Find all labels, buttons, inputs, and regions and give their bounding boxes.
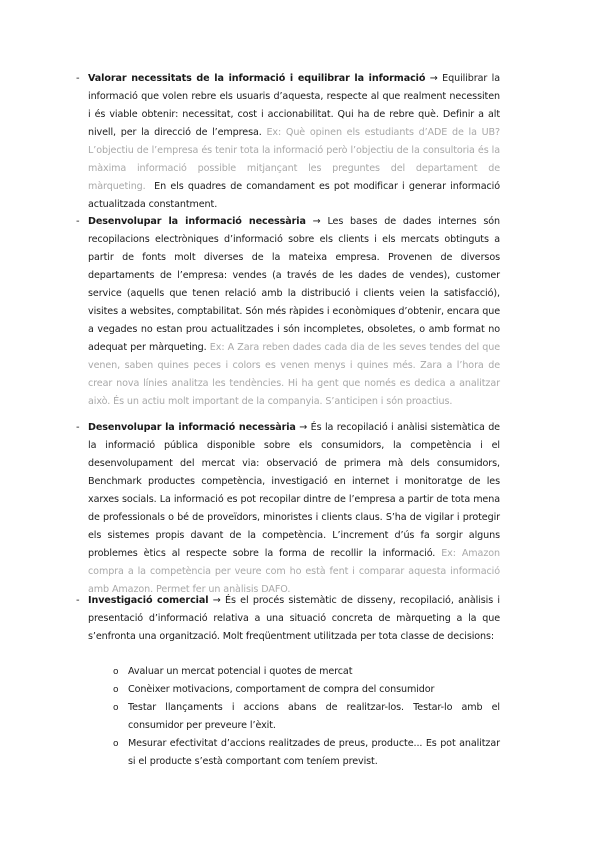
sub-list-item [113,663,500,681]
bullet-item [76,419,500,599]
sub-bullet-marker: o [113,685,119,695]
bullet-marker: - [76,422,80,433]
bullet-item [76,592,500,646]
bullet-marker: - [76,73,80,84]
bullet-title: Desenvolupar la informació necessària [88,422,296,433]
sub-list-item [113,681,500,699]
bullet-paragraph [88,419,500,599]
bullet-marker: - [76,216,80,227]
sub-item-text: Avaluar un mercat potencial i quotes de mercat [128,666,353,677]
bullet-text: És la recopilació i anàlisi sistemàtica de la informació pública disponible sobre els consumidors, la competència i el desenvolupament del mercat via: observació de primera mà dels consumidors, Benchmark productes competència, investigació en internet i monitoratge de les xarxes socials. La informació es pot recopilar dintre de l’empresa a partir de tota mena de professionals o bé de proveïdors, minoristes i clients claus. S’ha de vigilar i protegir els sistemes propis davant de la competència. L’increment d’ús fa sorgir alguns problemes ètics al respecte sobre la forma de recollir la informació. [88,422,500,559]
sub-item-text: Testar llançaments i accions abans de realitzar-los. Testar-lo amb el consumidor per preveure l’èxit. [128,702,500,731]
sub-bullet-marker: o [113,667,119,677]
example-text: Ex: Amazon compra a la competència per veure com ho està fent i comparar aquesta informació amb Amazon. Permet fer un anàlisis DAFO. [88,547,500,595]
bullet-text-after: En els quadres de comandament es pot modificar i generar informació actualitzada constantment. [88,180,500,210]
sub-list-item [113,735,500,771]
arrow: → [212,595,221,606]
bullet-title: Desenvolupar la informació necessària [88,216,306,227]
sub-bullet-marker: o [113,739,119,749]
bullet-paragraph [88,213,500,410]
arrow: → [312,216,321,227]
sub-item-text: Mesurar efectivitat d’accions realitzades de preus, producte... Es pot analitzar si el producte s’està comportant com teníem previst. [128,738,500,767]
arrow: → [299,422,308,433]
bullet-title: Valorar necessitats de la informació i equilibrar la informació [88,73,426,84]
bullet-text: Les bases de dades internes són recopilacions electròniques d’informació sobre els clients i els mercats obtinguts a partir de fonts molt diverses de la mateixa empresa. Provenen de diversos departaments de l’empresa: vendes (a través de les dades de vendes), customer service (aquells que tenen relació amb la distribució i clients veien la satisfacció), visites a websites, comptabilitat. Són més ràpides i econòmiques d’obtenir, encara que a vegades no estan prou actualitzades i són incompletes, obsoletes, o amb format no adequat per màrqueting. [88,216,500,353]
example-text: Ex: Què opinen els estudiants d’ADE de la UB? L’objectiu de l’empresa és tenir tota la informació però l’objectiu de la consultoria és la màxima informació possible mitjançant les preguntes del departament de màrqueting. [88,126,500,192]
bullet-marker: - [76,595,80,606]
bullet-item [76,70,500,214]
bullet-title: Investigació comercial [88,595,209,606]
bullet-paragraph [88,70,500,214]
sub-bullet-marker: o [113,703,119,713]
bullet-text: És el procés sistemàtic de disseny, recopilació, anàlisis i presentació d’informació relativa a una situació concreta de màrqueting a la que s’enfronta una organització. Molt freqüentment utilitzada per tota classe de decisions: [88,595,500,642]
sub-item-text: Conèixer motivacions, comportament de compra del consumidor [128,684,435,695]
bullet-text: Equilibrar la informació que volen rebre els usuaris d’aquesta, respecte al que realment necessiten i és viable obtenir: necessitat, cost i accionabilitat. Qui ha de rebre què. Definir a alt nivell, per la direcció de l’empresa. [88,73,500,138]
bullet-item [76,213,501,410]
arrow: → [429,73,438,84]
sub-list-item [113,699,500,735]
bullet-paragraph [88,592,500,646]
example-text: Ex: A Zara reben dades cada dia de les seves tendes del que venen, saben quines peces i colors es venen menys i quines més. Zara a l’hora de crear nova línies analitza les tendències. Hi ha gent que només es dedica a analitzar això. És un actiu molt important de la companyia. S’anticipen i són proactius. [88,341,501,407]
